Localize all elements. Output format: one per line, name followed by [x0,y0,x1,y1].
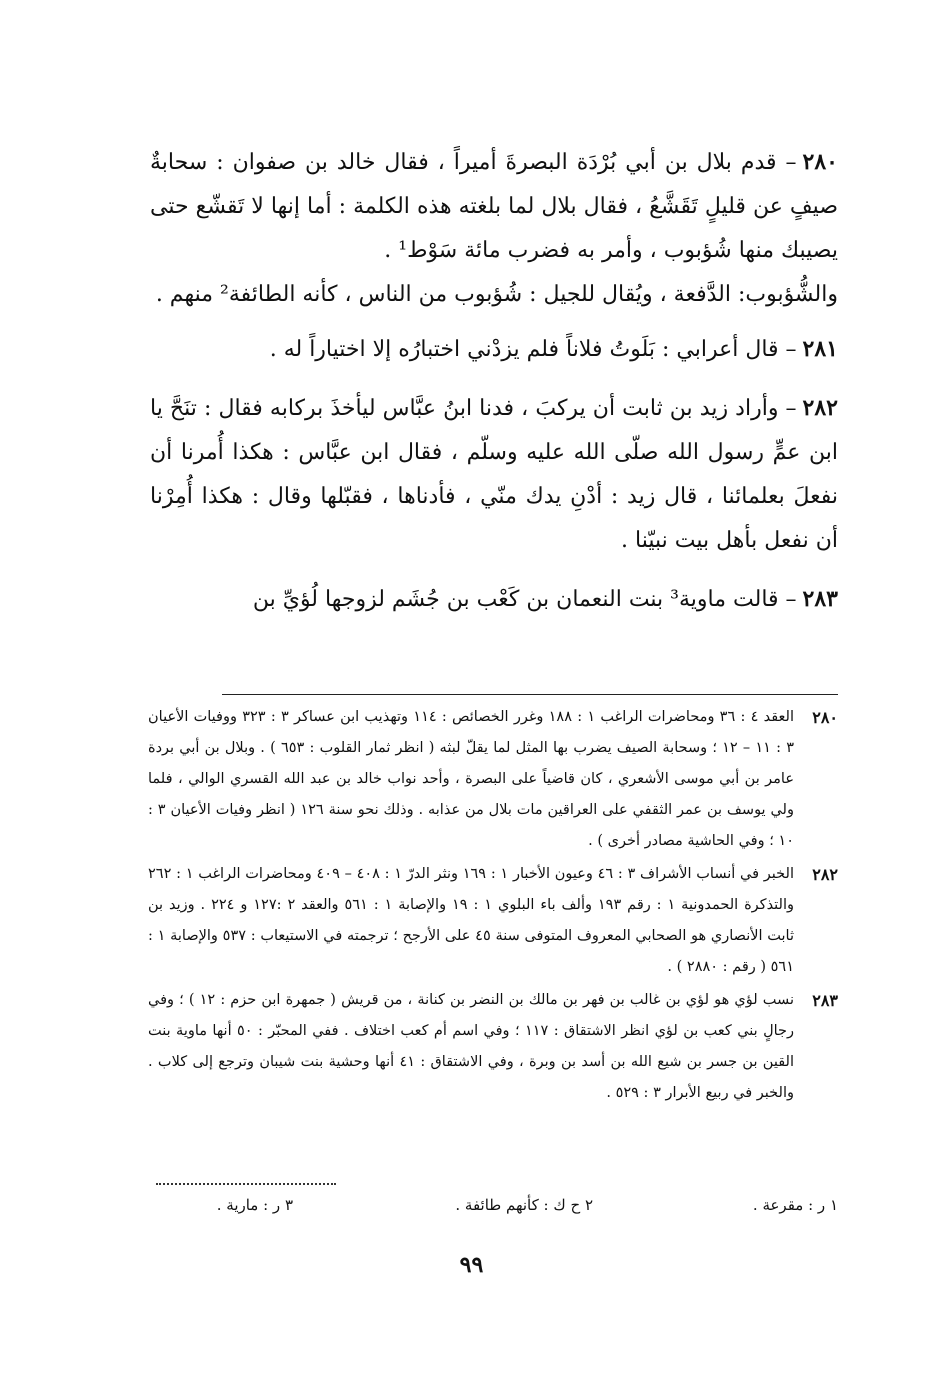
footnote-283 [148,985,838,1109]
paragraph-text: – وأراد زيد بن ثابت أن يركبَ ، فدنا ابنُ عبَّاس ليأخذَ بركابه فقال : تنَحَّ يا ابن عمٍّ رسول الله صلّى الله عليه وسلّم ، فقال ابن عبَّاس : هكذا أُمرنا أن نفعلَ بعلمائنا ، قال زيد : أدْنِ يدك منّي ، فأدناها ، فقبّلها وقال : هكذا أُمِرْنا أن نفعل بأهل بيت نبيّنا . [150,396,838,553]
footnote-text: العقد ٤ : ٣٦ ومحاضرات الراغب ١ : ١٨٨ وغرر الخصائص : ١١٤ وتهذيب ابن عساكر ٣ : ٣٢٣ ووفيات الأعيان ٣ : ١١ – ١٢ ؛ وسحابة الصيف يضرب بها المثل لما يقلّ لبثه ( انظر ثمار القلوب : ٦٥٣ ) . وبلال بن أبي بردة عامر بن أبي موسى الأشعري ، كان قاضياً على البصرة ، وأحد نواب خالد بن عبد الله القسري الوالي ، فلما ولي يوسف بن عمر الثقفي على العراقين مات بلال من عذابه . وذلك نحو سنة ١٢٦ ( انظر وفيات الأعيان ٣ : ١٠ ؛ وفي الحاشية مصادر أخرى ) . [148,709,795,849]
paragraph-number: ٢٨٠ [802,149,838,175]
critical-note: ٣ ر : مارية . [216,1196,293,1214]
critical-note: ٢ ح ك : كأنهم طائفة . [455,1196,593,1214]
footnote-number: ٢٨٢ [812,865,838,884]
critical-apparatus-separator [156,1183,336,1185]
paragraph-text: – قال أعرابي : بَلَوتُ فلاناً فلم يزدْني اختبارُه إلا اختياراً له . [269,337,797,362]
critical-apparatus [150,1196,838,1222]
paragraph-text: – قدم بلال بن أبي بُرْدَة البصرةَ أميراً ، فقال خالد بن صفوان : سحابةٌ صيفٍ عن قليلٍ تَقَشَّعُ ، فقال بلال لما بلغته هذه الكلمة : أما إنها لا تَقشّع حتى يصيبك منها شُؤبوب ، وأمر به فضرب مائة سَوْط¹ . [150,150,838,263]
paragraph-number: ٢٨١ [802,336,838,362]
critical-note: ١ ر : مقرعة . [752,1196,838,1214]
paragraph-283 [150,577,838,622]
paragraph-number: ٢٨٣ [802,586,838,612]
footnote-text: الخبر في أنساب الأشراف ٣ : ٤٦ وعيون الأخبار ١ : ١٦٩ ونثر الدرّ ١ : ٤٠٨ – ٤٠٩ ومحاضرات الراغب ١ : ٢٦٢ والتذكرة الحمدونية ١ : رقم ١٩٣ وألف باء البلوي ١ : ١٩ والإصابة ١ : ٥٦١ والعقد ٢ :١٢٧ و ٢٢٤ . وزيد بن ثابت الأنصاري هو الصحابي المعروف المتوفى سنة ٤٥ على الأرجح ؛ ترجمته في الاستيعاب : ٥٣٧ والإصابة ١ : ٥٦١ ( رقم : ٢٨٨٠ ) . [148,866,795,975]
footnote-separator [222,694,838,695]
footnotes [148,702,838,1111]
paragraph-text: – قالت ماوية³ بنت النعمان بن كَعْب بن جُشَم لزوجها لُؤيِّ بن [252,587,797,612]
paragraph-280 [150,140,838,273]
page-number: ٩٩ [459,1252,484,1278]
paragraph-gloss [150,273,838,317]
paragraph-281 [150,327,838,372]
paragraph-text: والشُّؤبوب: الدَّفعة ، ويُقال للجيل : شُؤبوب من الناس ، كأنه الطائفة² منهم . [155,282,838,307]
paragraph-282 [150,386,838,563]
main-text [150,140,838,622]
footnote-282 [148,859,838,983]
paragraph-number: ٢٨٢ [802,395,838,421]
footnote-280 [148,702,838,857]
footnote-number: ٢٨٠ [812,708,838,727]
footnote-text: نسب لؤي هو لؤي بن غالب بن فهر بن مالك بن النضر بن كنانة ، من قريش ( جمهرة ابن حزم : ١٢ ) ؛ وفي رجالٍ بني كعب بن لؤي انظر الاشتقاق : ١١٧ ؛ وفي اسم أم كعب اختلاف . ففي المحبّر : ٥٠ أنها ماوية بنت القين بن جسر بن شيع الله بن أسد بن وبرة ، وفي الاشتقاق : ٤١ أنها وحشية بنت شيبان وترجع إلى كلاب . والخبر في ربيع الأبرار ٣ : ٥٢٩ . [148,992,795,1101]
footnote-number: ٢٨٣ [812,991,838,1010]
